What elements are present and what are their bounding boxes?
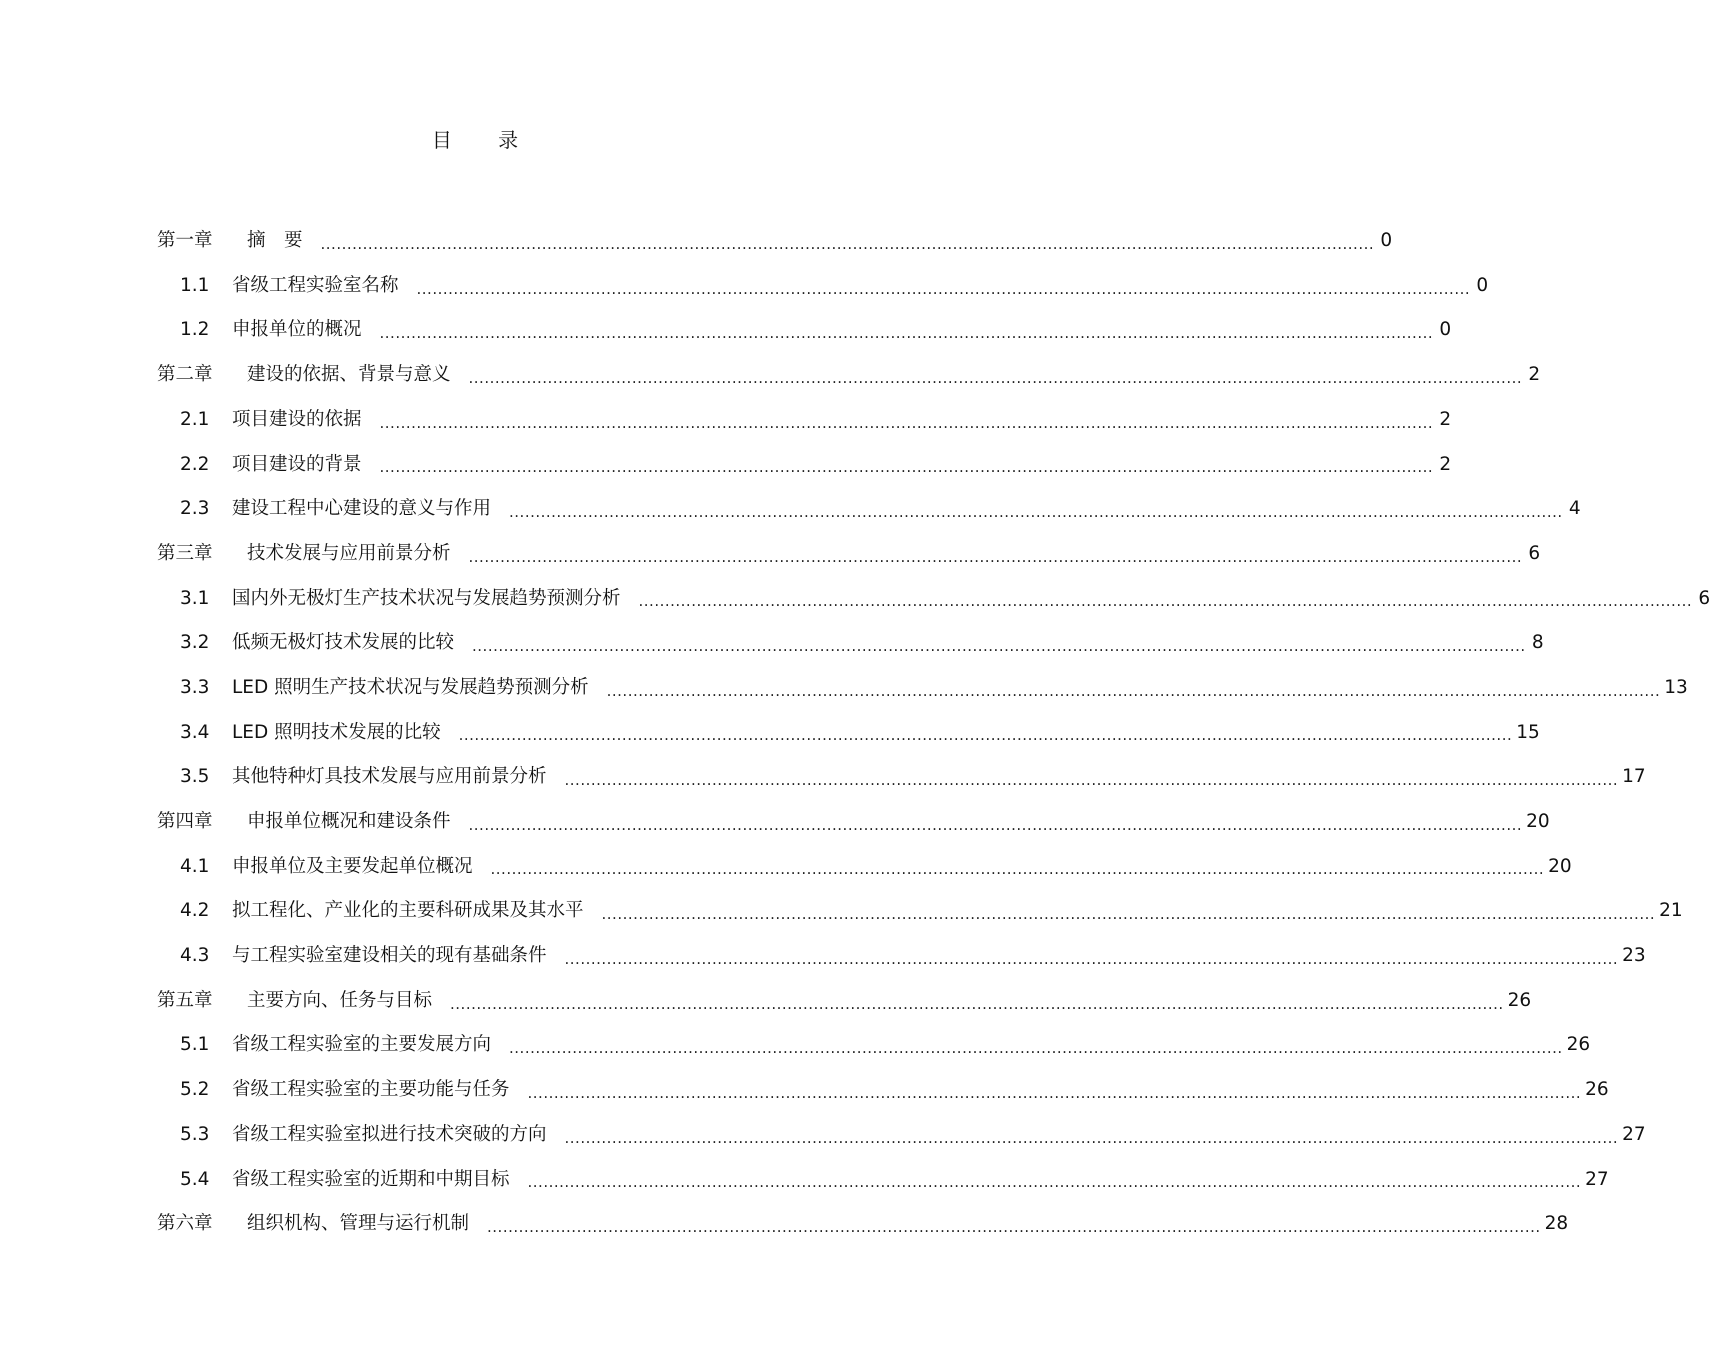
toc-page-number: 0 — [1476, 274, 1489, 296]
toc-entry-number: 3.3 — [180, 676, 210, 698]
toc-entry-title: 项目建设的背景 — [232, 453, 362, 475]
toc-section-entry[interactable] — [157, 487, 1581, 532]
toc-page-number: 6 — [1528, 542, 1541, 564]
toc-page-number: 13 — [1664, 676, 1688, 698]
toc-entry-title: 省级工程实验室的主要发展方向 — [232, 1034, 492, 1056]
toc-section-entry[interactable] — [157, 398, 1452, 443]
toc-title: 目 录 — [431, 128, 539, 152]
toc-entry-title: 其他特种灯具技术发展与应用前景分析 — [232, 766, 547, 788]
toc-dot-leader: ........................................................................................................................................................................................................ — [320, 234, 1375, 253]
toc-section-entry[interactable] — [157, 1113, 1646, 1158]
toc-entry-title: 国内外无极灯生产技术状况与发展趋势预测分析 — [232, 587, 621, 609]
toc-entry-title: 建设工程中心建设的意义与作用 — [232, 498, 492, 520]
toc-page-number: 0 — [1380, 230, 1393, 252]
toc-chapter-entry[interactable] — [157, 1202, 1569, 1247]
toc-dot-leader: ........................................................................................................................................................................................................ — [509, 1039, 1563, 1058]
toc-page-number: 2 — [1439, 408, 1452, 430]
toc-chapter-entry[interactable] — [157, 219, 1393, 264]
toc-entry-title: 拟工程化、产业化的主要科研成果及其水平 — [232, 900, 584, 922]
toc-dot-leader: ........................................................................................................................................................................................................ — [564, 1128, 1619, 1147]
toc-entry-number: 3.2 — [180, 632, 210, 654]
toc-section-entry[interactable] — [157, 1023, 1591, 1068]
table-of-contents — [157, 219, 1710, 1247]
toc-entry-title: 省级工程实验室拟进行技术突破的方向 — [232, 1123, 547, 1145]
toc-section-entry[interactable] — [157, 308, 1452, 353]
toc-entry-number: 1.2 — [180, 319, 210, 341]
toc-section-entry[interactable] — [157, 1157, 1609, 1202]
toc-entry-number: 3.5 — [180, 766, 210, 788]
toc-dot-leader: ........................................................................................................................................................................................................ — [472, 637, 1526, 656]
toc-entry-title: 省级工程实验室的近期和中期目标 — [232, 1168, 510, 1190]
toc-dot-leader: ........................................................................................................................................................................................................ — [379, 324, 1434, 343]
toc-section-entry[interactable] — [157, 1068, 1609, 1113]
toc-entry-title: 主要方向、任务与目标 — [247, 989, 433, 1011]
toc-entry-title: LED 照明生产技术状况与发展趋势预测分析 — [232, 676, 589, 698]
toc-page-number: 27 — [1585, 1168, 1609, 1190]
toc-dot-leader: ........................................................................................................................................................................................................ — [379, 413, 1434, 432]
toc-dot-leader: ........................................................................................................................................................................................................ — [601, 905, 1656, 924]
toc-dot-leader: ........................................................................................................................................................................................................ — [527, 1173, 1582, 1192]
toc-entry-number: 第三章 — [157, 542, 213, 564]
toc-chapter-entry[interactable] — [157, 532, 1541, 577]
toc-dot-leader: ........................................................................................................................................................................................................ — [468, 815, 1523, 834]
toc-entry-number: 第六章 — [157, 1213, 213, 1235]
toc-chapter-entry[interactable] — [157, 353, 1541, 398]
toc-dot-leader: ........................................................................................................................................................................................................ — [606, 681, 1661, 700]
toc-section-entry[interactable] — [157, 889, 1683, 934]
toc-dot-leader: ........................................................................................................................................................................................................ — [564, 771, 1619, 790]
toc-page-number: 28 — [1544, 1213, 1569, 1235]
toc-entry-title: 组织机构、管理与运行机制 — [247, 1213, 470, 1235]
toc-page-number: 17 — [1622, 766, 1646, 788]
toc-section-entry[interactable] — [157, 845, 1572, 890]
toc-dot-leader: ........................................................................................................................................................................................................ — [458, 726, 1513, 745]
toc-page-number: 26 — [1507, 989, 1532, 1011]
toc-entry-number: 第四章 — [157, 811, 213, 833]
toc-section-entry[interactable] — [157, 577, 1710, 622]
toc-page-number: 6 — [1698, 587, 1710, 609]
toc-dot-leader: ........................................................................................................................................................................................................ — [416, 279, 1471, 298]
toc-dot-leader: ........................................................................................................................................................................................................ — [509, 502, 1563, 521]
toc-entry-title: 申报单位的概况 — [232, 319, 362, 341]
toc-page-number: 2 — [1528, 364, 1541, 386]
toc-entry-title: 与工程实验室建设相关的现有基础条件 — [232, 945, 547, 967]
toc-entry-number: 第二章 — [157, 364, 213, 386]
toc-entry-number: 5.2 — [180, 1079, 210, 1101]
toc-entry-title: LED 照明技术发展的比较 — [232, 721, 441, 743]
toc-page-number: 20 — [1526, 811, 1550, 833]
toc-entry-number: 1.1 — [180, 274, 210, 296]
toc-section-entry[interactable] — [157, 264, 1489, 309]
toc-entry-title: 技术发展与应用前景分析 — [247, 542, 451, 564]
toc-entry-number: 第一章 — [157, 230, 213, 252]
toc-page-number: 15 — [1516, 721, 1540, 743]
toc-entry-title: 项目建设的依据 — [232, 408, 362, 430]
toc-page-number: 4 — [1568, 498, 1581, 520]
toc-entry-number: 5.3 — [180, 1123, 210, 1145]
toc-chapter-entry[interactable] — [157, 979, 1532, 1024]
toc-entry-title: 建设的依据、背景与意义 — [247, 364, 451, 386]
toc-entry-number: 5.4 — [180, 1168, 210, 1190]
toc-section-entry[interactable] — [157, 666, 1688, 711]
toc-section-entry[interactable] — [157, 711, 1540, 756]
toc-page-number: 21 — [1659, 900, 1683, 922]
toc-dot-leader: ........................................................................................................................................................................................................ — [564, 949, 1619, 968]
toc-entry-title: 申报单位概况和建设条件 — [247, 811, 451, 833]
toc-entry-number: 2.3 — [180, 498, 210, 520]
toc-dot-leader: ........................................................................................................................................................................................................ — [450, 994, 1504, 1013]
toc-entry-number: 2.1 — [180, 408, 210, 430]
toc-dot-leader: ........................................................................................................................................................................................................ — [638, 592, 1693, 611]
toc-entry-number: 4.2 — [180, 900, 210, 922]
toc-dot-leader: ........................................................................................................................................................................................................ — [468, 368, 1523, 387]
toc-page-number: 23 — [1622, 945, 1646, 967]
toc-entry-number: 5.1 — [180, 1034, 210, 1056]
toc-entry-title: 省级工程实验室的主要功能与任务 — [232, 1079, 510, 1101]
toc-entry-title: 摘 要 — [247, 230, 303, 252]
toc-entry-number: 第五章 — [157, 989, 213, 1011]
toc-section-entry[interactable] — [157, 755, 1646, 800]
toc-section-entry[interactable] — [157, 934, 1646, 979]
toc-entry-number: 2.2 — [180, 453, 210, 475]
toc-page-number: 8 — [1531, 632, 1544, 654]
toc-entry-title: 申报单位及主要发起单位概况 — [232, 855, 473, 877]
toc-entry-number: 4.3 — [180, 945, 210, 967]
toc-page-number: 20 — [1548, 855, 1572, 877]
toc-entry-number: 4.1 — [180, 855, 210, 877]
toc-section-entry[interactable] — [157, 621, 1544, 666]
toc-page-number: 0 — [1439, 319, 1452, 341]
toc-entry-number: 3.4 — [180, 721, 210, 743]
toc-dot-leader: ........................................................................................................................................................................................................ — [490, 860, 1545, 879]
toc-entry-number: 3.1 — [180, 587, 210, 609]
toc-dot-leader: ........................................................................................................................................................................................................ — [379, 458, 1434, 477]
toc-page-number: 26 — [1585, 1079, 1609, 1101]
toc-section-entry[interactable] — [157, 442, 1452, 487]
toc-page-number: 26 — [1566, 1034, 1591, 1056]
toc-page-number: 2 — [1439, 453, 1452, 475]
toc-dot-leader: ........................................................................................................................................................................................................ — [527, 1083, 1582, 1102]
toc-dot-leader: ........................................................................................................................................................................................................ — [468, 547, 1523, 566]
toc-entry-title: 省级工程实验室名称 — [232, 274, 399, 296]
toc-chapter-entry[interactable] — [157, 800, 1550, 845]
toc-page-number: 27 — [1622, 1123, 1646, 1145]
toc-entry-title: 低频无极灯技术发展的比较 — [232, 632, 455, 654]
toc-dot-leader: ........................................................................................................................................................................................................ — [487, 1217, 1541, 1236]
